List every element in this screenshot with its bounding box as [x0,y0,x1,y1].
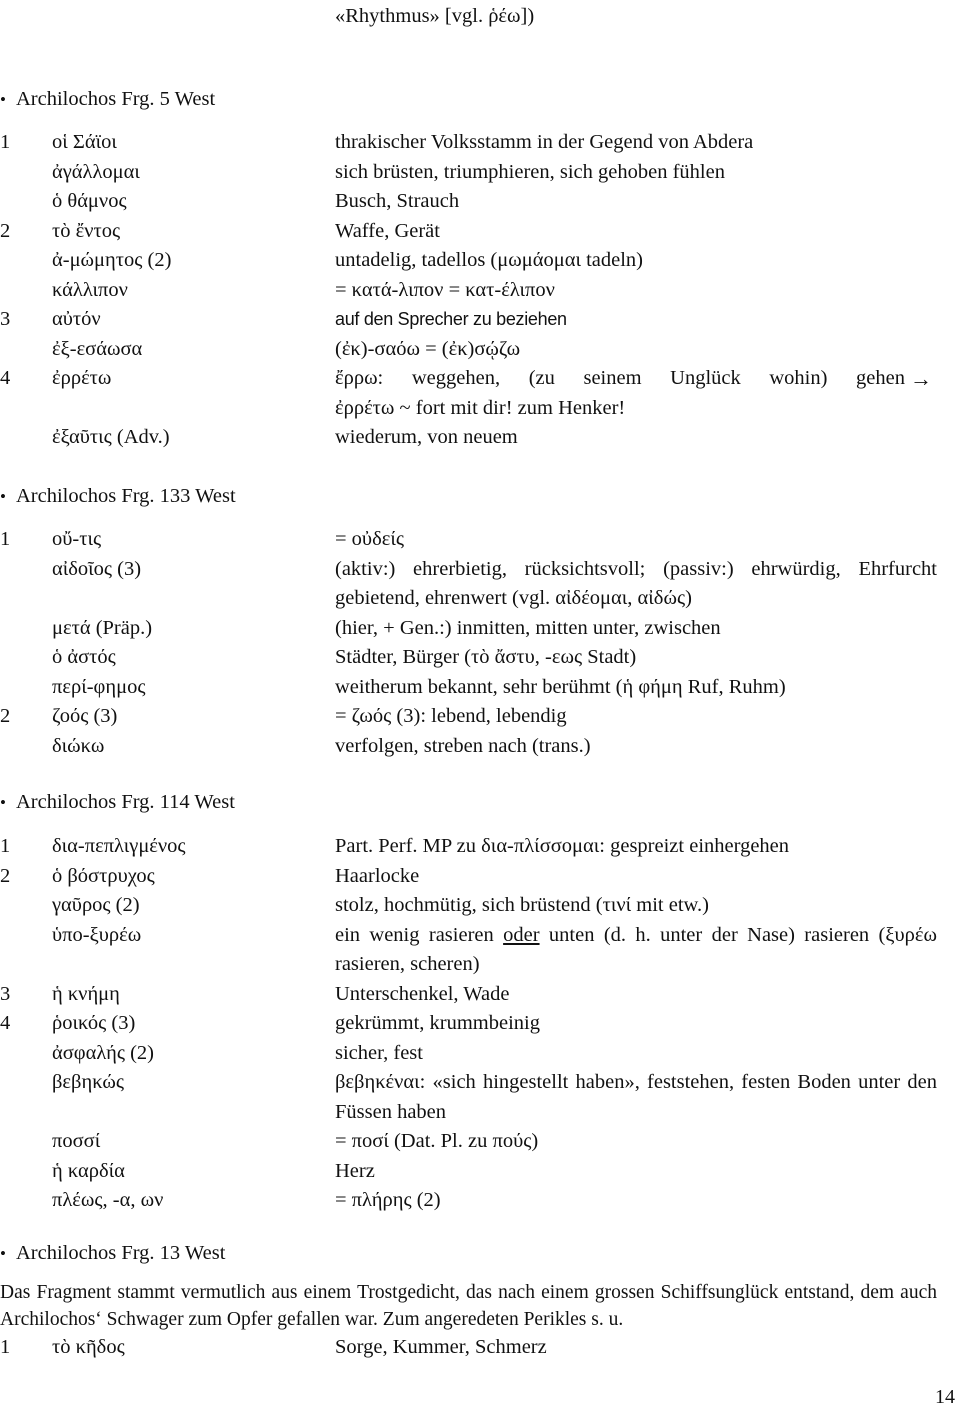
greek-term: κάλλιπον [52,278,128,301]
definition: Herz [335,1159,375,1182]
vocab-entry [0,555,960,614]
bullet-icon: • [0,793,6,812]
intro-paragraph: Das Fragment stammt vermutlich aus einem Trostgedicht, das nach einem grossen Schiffsunglück entstand, dem auch Archilochos‘ Schwager zum Opfer gefallen war. Zum angeredeten Perikles s. u. [0,1282,937,1330]
vocab-entry [0,921,960,980]
greek-term: ἀγάλλομαι [52,160,140,183]
definition-continued: ἐρρέτω ~ fort mit dir! zum Henker! [335,396,626,419]
vocab-entry [0,702,960,732]
vocab-entry [0,643,960,673]
vocab-entry [0,335,960,365]
vocab-entry [0,276,960,306]
vocab-entry [0,1068,960,1127]
greek-term: ὁ θάμνος [52,190,127,212]
definition: Waffe, Gerät [335,219,440,242]
line-number: 2 [0,705,11,727]
vocab-entry [0,187,960,217]
greek-term: ἐρρέτω [52,367,112,389]
section-title: Archilochos Frg. 13 West [16,1242,226,1264]
greek-term: ἐξαῦτις (Adv.) [52,426,170,448]
definition: thrakischer Volksstamm in der Gegend von Abdera [335,131,754,153]
vocab-entry [0,1333,960,1363]
definition: (aktiv:) ehrerbietig, rücksichtsvoll; (passiv:) ehrwürdig, Ehrfurcht gebietend, ehrenwert (vgl. αἰδέομαι, αἰδώς) [335,557,937,609]
vocab-entry [0,305,960,335]
greek-term: περί-φημος [52,675,146,698]
greek-term: δια-πεπλιγμένος [52,835,186,857]
greek-term: ἀ-μώμητος (2) [52,249,172,271]
vocab-entry [0,217,960,247]
definition: Städter, Bürger (τὸ ἄστυ, -εως Stadt) [335,646,637,668]
vocab-entry [0,525,960,555]
greek-term: τὸ κῆδος [52,1336,125,1358]
vocab-entry [0,980,960,1010]
greek-term: ὁ βόστρυχος [52,864,155,887]
definition: βεβηκέναι: «sich hingestellt haben», feststehen, festen Boden unter den Füssen haben [335,1071,937,1123]
definition: weitherum bekannt, sehr berühmt (ἡ φήμη Ruf, Ruhm) [335,675,786,698]
line-number: 2 [0,219,11,242]
greek-term: αἰδοῖος (3) [52,557,142,580]
greek-term: μετά (Präp.) [52,616,153,639]
bullet-icon: • [0,1244,6,1263]
vocab-entry [0,1157,960,1187]
vocab-list [0,525,960,761]
greek-term: βεβηκώς [52,1071,124,1093]
greek-term: πλέως, -α, ων [52,1189,164,1211]
line-number: 4 [0,367,11,389]
greek-term: ζοός (3) [52,705,118,727]
definition: stolz, hochmütig, sich brüstend (τινί mit etw.) [335,894,709,916]
definition: = ποσί (Dat. Pl. zu πούς) [335,1130,539,1152]
definition: = πλήρης (2) [335,1189,441,1211]
definition: Busch, Strauch [335,190,460,212]
greek-term: διώκω [52,734,105,757]
definition [335,921,937,980]
definition-part: ein wenig rasieren [335,923,504,946]
vocab-entry [0,1009,960,1039]
definition: Sorge, Kummer, Schmerz [335,1336,547,1358]
greek-term: ἡ κνήμη [52,982,120,1005]
line-number: 3 [0,308,11,330]
line-number: 1 [0,131,11,153]
bullet-icon: • [0,487,6,506]
vocab-entry [0,614,960,644]
definition: = οὐδείς [335,528,404,550]
definition: sicher, fest [335,1041,423,1064]
definition: Part. Perf. MP zu δια-πλίσσομαι: gespreizt einhergehen [335,835,790,857]
greek-term: οὔ-τις [52,528,102,550]
definition: = κατά-λιπον = κατ-έλιπον [335,278,555,301]
vocab-entry [0,1186,960,1216]
definition: Haarlocke [335,864,420,887]
vocab-entry [0,128,960,158]
greek-term: ἡ καρδία [52,1159,125,1182]
definition: = ζωός (3): lebend, lebendig [335,705,567,727]
definition: wiederum, von neuem [335,426,518,448]
page-number: 14 [935,1386,955,1408]
vocab-entry [0,832,960,862]
greek-term: τὸ ἔντος [52,219,121,242]
greek-term: αὐτόν [52,308,101,330]
arrow-right-icon: → [910,366,932,391]
definition-part: unten (d. h. unter der Nase) rasieren (ξυρέω rasieren, scheren) [335,923,937,975]
definition: Unterschenkel, Wade [335,982,510,1005]
greek-term: ὑπο-ξυρέω [52,923,142,946]
vocab-entry [0,246,960,276]
vocab-entry [0,1127,960,1157]
greek-term: γαῦρος (2) [52,894,140,916]
greek-term: ποσσί [52,1130,101,1152]
greek-term: οἱ Σάϊοι [52,131,117,153]
vocab-entry [0,423,960,453]
definition: ἔρρω: weggehen, (zu seinem Unglück wohin) gehen [335,367,905,389]
definition: gekrümmt, krummbeinig [335,1012,540,1034]
continued-line: «Rhythmus» [vgl. ῥέω]) [335,5,535,27]
greek-term: ἀσφαλής (2) [52,1041,154,1064]
vocab-list [0,1333,960,1363]
line-number: 1 [0,1336,11,1358]
definition: sich brüsten, triumphieren, sich gehoben fühlen [335,160,725,183]
definition: auf den Sprecher zu beziehen [335,309,567,329]
line-number: 2 [0,864,11,887]
greek-term: ὁ ἀστός [52,646,116,668]
line-number: 1 [0,528,11,550]
section-title: Archilochos Frg. 5 West [16,88,216,110]
vocab-entry [0,158,960,188]
definition: (hier, + Gen.:) inmitten, mitten unter, zwischen [335,616,721,639]
section-title: Archilochos Frg. 114 West [16,791,235,813]
definition: (ἐκ)-σαόω = (ἐκ)σῴζω [335,337,521,360]
underlined-word: oder [503,923,540,946]
line-number: 1 [0,835,11,857]
vocab-entry [0,732,960,762]
vocab-list [0,832,960,1216]
definition: untadelig, tadellos (μωμάομαι tadeln) [335,249,644,271]
bullet-icon: • [0,90,6,109]
vocab-list [0,128,960,453]
vocab-entry [0,1039,960,1069]
line-number: 3 [0,982,11,1005]
greek-term: ῥοικός (3) [52,1012,136,1034]
greek-term: ἐξ-εσάωσα [52,337,143,360]
vocab-entry [0,862,960,892]
definition: verfolgen, streben nach (trans.) [335,734,591,757]
line-number: 4 [0,1012,11,1034]
vocab-entry [0,364,960,423]
vocab-entry [0,673,960,703]
section-title: Archilochos Frg. 133 West [16,485,236,507]
vocab-entry [0,891,960,921]
